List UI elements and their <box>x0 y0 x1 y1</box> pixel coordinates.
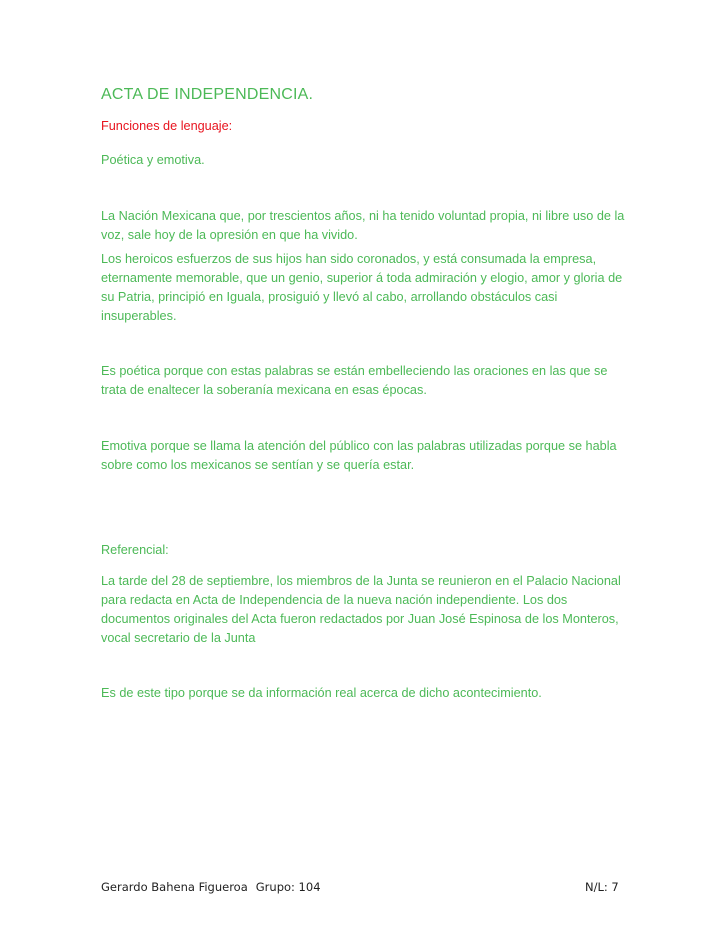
quote-paragraph-2: Los heroicos esfuerzos de sus hijos han sido coronados, y está consumada la empresa, eternamente memorable, que un genio, superior á toda admiración y elogio, amor y gloria de su Patria, principió en Iguala, prosiguió y llevó al cabo, arrollando obstáculos casi insuperables. <box>101 252 623 323</box>
footer-list-number: N/L: 7 <box>585 880 619 894</box>
emotive-explanation: Emotiva porque se llama la atención del público con las palabras utilizadas porque se habla sobre como los mexicanos se sentían y se quería estar. <box>101 439 617 472</box>
functions-line: Poética y emotiva. <box>101 153 205 167</box>
quote-paragraph-1: La Nación Mexicana que, por trescientos años, ni ha tenido voluntad propia, ni libre uso de la voz, sale hoy de la opresión en que ha vivido. <box>101 209 625 242</box>
referential-heading: Referencial: <box>101 543 169 557</box>
poetic-explanation: Es poética porque con estas palabras se están embelleciendo las oraciones en las que se trata de enaltecer la soberanía mexicana en esas épocas. <box>101 364 608 397</box>
referential-explanation: Es de este tipo porque se da información real acerca de dicho acontecimiento. <box>101 686 542 700</box>
footer-author: Gerardo Bahena Figueroa <box>101 880 248 894</box>
referential-paragraph: La tarde del 28 de septiembre, los miembros de la Junta se reunieron en el Palacio Nacional para redacta en Acta de Independencia de la nueva nación independiente. Los dos documentos originales del Acta fueron redactados por Juan José Espinosa de los Monteros, vocal secretario de la Junta <box>101 574 621 645</box>
section-heading: Funciones de lenguaje: <box>101 119 233 133</box>
document-title: ACTA DE INDEPENDENCIA. <box>101 86 314 103</box>
footer-group: Grupo: 104 <box>255 880 321 894</box>
footer-author-group <box>101 880 321 894</box>
